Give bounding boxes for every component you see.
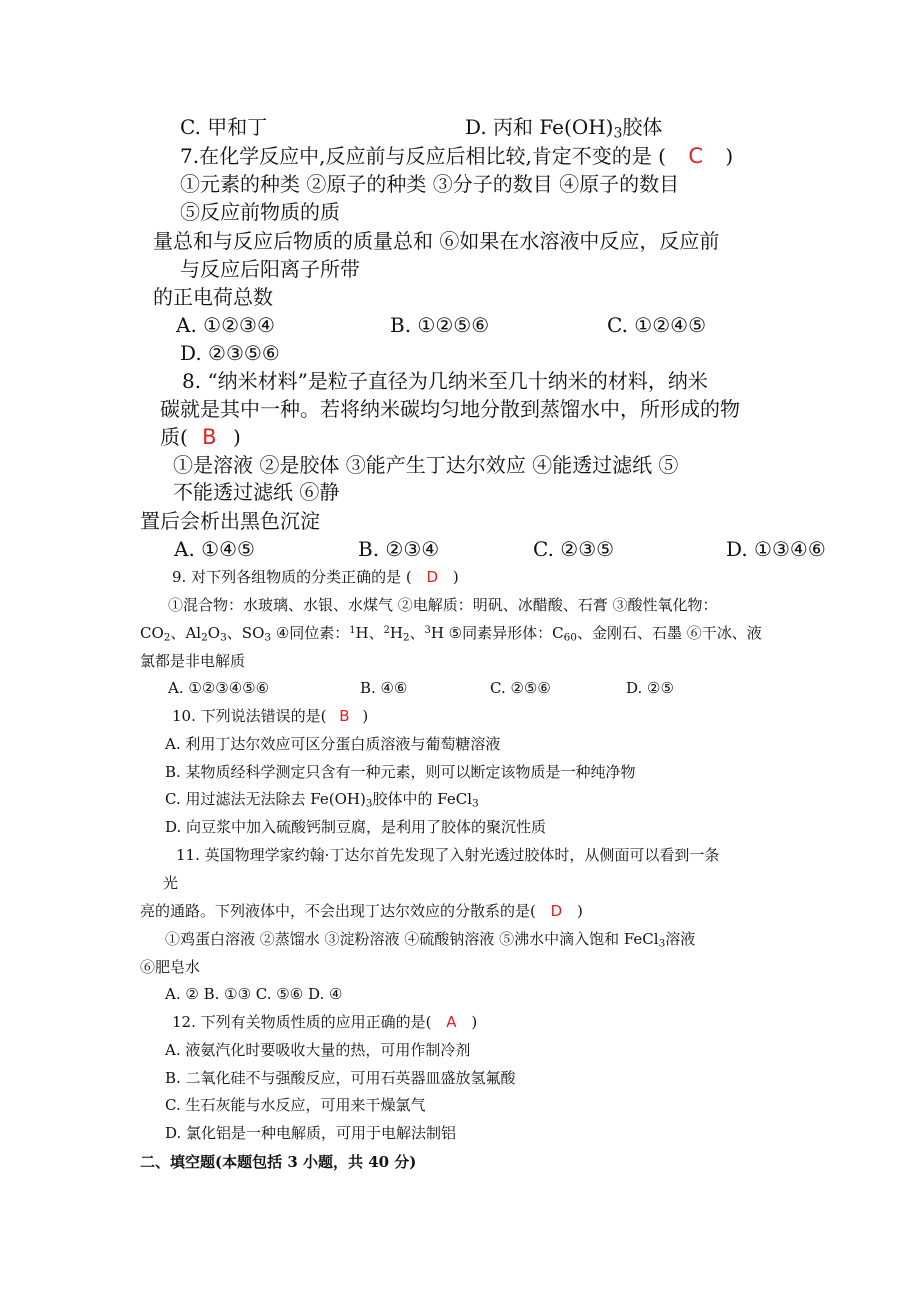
q11-stem-line-3 (140, 904, 583, 919)
q7-option-a: A. ①②③④ (176, 313, 275, 337)
q9-al2o3-o: O (207, 624, 221, 642)
q9-h2-sub: 2 (402, 631, 410, 644)
q9-h3-sup: 3 (424, 625, 431, 637)
q9-o-sub: 3 (220, 631, 227, 644)
q7-stem-close: ) (725, 144, 734, 168)
q12-option-a: A. 液氨汽化时要吸收大量的热，可用作制冷剂 (165, 1041, 471, 1059)
q7-items-line-1: ①元素的种类 ②原子的种类 ③分子的数目 ④原子的数目 (180, 172, 680, 196)
q11-stem-line-2: 光 (163, 874, 179, 892)
q7-option-d: D. ②③⑤⑥ (180, 341, 280, 365)
q9-option-a: A. ①②③④⑤⑥ (168, 679, 270, 697)
q8-stem-line-1: 8. “纳米材料”是粒子直径为几纳米至几十纳米的材料，纳米 (182, 369, 708, 393)
q12-stem-close: ) (471, 1013, 478, 1031)
q9-option-b: B. ④⑥ (360, 679, 408, 697)
q7-option-b: B. ①②⑤⑥ (390, 313, 490, 337)
q11-stem-text: 亮的通路。下列液体中，不会出现丁达尔效应的分散系的是( (140, 902, 536, 920)
q9-so3: 、SO (226, 624, 265, 642)
q10-stem (172, 709, 368, 724)
q10-option-a: A. 利用丁达尔效应可区分蛋白质溶液与葡萄糖溶液 (165, 735, 501, 753)
q9-h1-sup: 1 (349, 625, 356, 637)
q12-stem-text: 12. 下列有关物质性质的应用正确的是( (172, 1013, 432, 1031)
q12-option-b: B. 二氧化硅不与强酸反应，可用石英器皿盛放氢氟酸 (165, 1069, 516, 1087)
q9-stem-close: ) (452, 568, 459, 586)
q11-stem-line-1: 11. 英国物理学家约翰·丁达尔首先发现了入射光透过胶体时，从侧面可以看到一条 (176, 846, 720, 864)
q11-options: A. ② B. ①③ C. ⑤⑥ D. ④ (165, 985, 343, 1003)
q7-option-c: C. ①②④⑤ (607, 313, 707, 337)
q7-stem-text: 7.在化学反应中,反应前与反应后相比较,肯定不变的是 ( (180, 144, 666, 168)
q9-isotope-label: ④同位素： (271, 624, 350, 642)
q11-items-line-1 (165, 932, 695, 949)
q8-answer: B (202, 425, 217, 449)
q9-items-line-3: 氯都是非电解质 (140, 652, 246, 670)
q12-option-c: C. 生石灰能与水反应，可用来干燥氯气 (165, 1096, 426, 1114)
q12-answer: A (446, 1013, 457, 1031)
q9-al-sub: 2 (201, 631, 208, 644)
q6-option-d (465, 117, 662, 141)
q10-option-c-mid: 胶体中的 FeCl (372, 790, 472, 808)
q8-stem-close: ) (232, 425, 241, 449)
q7-items-line-2: ⑤反应前物质的质 (180, 200, 340, 224)
q9-option-c: C. ②⑤⑥ (490, 679, 551, 697)
q9-stem-text: 9. 对下列各组物质的分类正确的是 ( (172, 568, 412, 586)
q8-option-a: A. ①④⑤ (174, 537, 255, 561)
q10-option-c (165, 792, 479, 809)
q9-stem (172, 570, 459, 585)
q8-stem-line-2: 碳就是其中一种。若将纳米碳均匀地分散到蒸馏水中，所形成的物 (160, 397, 740, 421)
q7-stem (180, 146, 733, 167)
q8-option-c: C. ②③⑤ (533, 537, 615, 561)
q11-fecl-sub: 3 (658, 937, 666, 950)
q7-items-line-3: 量总和与反应后物质的质量总和 ⑥如果在水溶液中反应，反应前 (153, 229, 720, 253)
q9-items-line-2 (140, 626, 762, 643)
q8-stem-line-3 (160, 427, 241, 448)
q11-items-text: ①鸡蛋白溶液 ②蒸馏水 ③淀粉溶液 ④硫酸钠溶液 ⑤沸水中滴入饱和 FeCl (165, 930, 659, 948)
q10-stem-close: ) (362, 707, 369, 725)
q9-h3: H ⑤同素异形体：C (430, 624, 564, 642)
q6-option-c: C. 甲和丁 (180, 115, 268, 139)
q10-option-b: B. 某物质经科学测定只含有一种元素，则可以断定该物质是一种纯净物 (165, 763, 636, 781)
q10-fe-sub: 3 (365, 797, 373, 810)
q9-option-d: D. ②⑤ (626, 679, 674, 697)
q8-items-line-1: ①是溶液 ②是胶体 ③能产生丁达尔效应 ④能透过滤纸 ⑤ (173, 453, 679, 477)
q9-so3-sub: 3 (264, 631, 272, 644)
q9-c60-sub: 60 (563, 631, 577, 644)
q9-al2o3: 、Al (170, 624, 202, 642)
q7-items-line-4: 与反应后阳离子所带 (180, 257, 360, 281)
q9-h2-sup: 2 (383, 625, 390, 637)
q9-items-line-1: ①混合物：水玻璃、水银、水煤气 ②电解质：明矾、冰醋酸、石膏 ③酸性氧化物： (168, 596, 718, 614)
q10-stem-text: 10. 下列说法错误的是( (172, 707, 327, 725)
q10-option-c-text: C. 用过滤法无法除去 Fe(OH) (165, 790, 366, 808)
q9-h2: H (389, 624, 403, 642)
q12-option-d: D. 氯化铝是一种电解质，可用于电解法制铝 (165, 1124, 457, 1142)
q10-fecl-sub: 3 (472, 797, 479, 810)
q6-option-d-subscript: 3 (613, 125, 623, 142)
q6-option-d-suffix: 胶体 (622, 115, 663, 139)
q9-co2: CO (140, 624, 164, 642)
q7-answer: C (688, 144, 703, 168)
q12-stem (172, 1015, 477, 1030)
q6-option-d-text: D. 丙和 Fe(OH) (465, 115, 614, 139)
q10-option-d: D. 向豆浆中加入硫酸钙制豆腐，是利用了胶体的聚沉性质 (165, 818, 547, 836)
q7-items-line-5: 的正电荷总数 (153, 285, 273, 309)
q8-stem-open: 质( (160, 425, 188, 449)
q9-h1: H、 (355, 624, 384, 642)
q11-items-line-2: ⑥肥皂水 (140, 958, 201, 976)
q11-stem-close: ) (576, 902, 583, 920)
q9-co2-sub: 2 (163, 631, 171, 644)
q9-h3-sep: 、 (409, 624, 425, 642)
q8-option-b: B. ②③④ (358, 537, 440, 561)
q8-items-line-2: 不能透过滤纸 ⑥静 (173, 480, 340, 504)
q11-items-end: 溶液 (665, 930, 696, 948)
q9-answer: D (426, 568, 439, 586)
q8-items-line-3: 置后会析出黑色沉淀 (140, 509, 320, 533)
q10-answer: B (339, 707, 350, 725)
q11-answer: D (550, 902, 563, 920)
q9-items-line-2-end: 、金刚石、石墨 ⑥干冰、液 (576, 624, 762, 642)
section-2-title: 二、填空题(本题包括 3 小题，共 40 分) (140, 1153, 417, 1171)
q8-option-d: D. ①③④⑥ (726, 537, 826, 561)
